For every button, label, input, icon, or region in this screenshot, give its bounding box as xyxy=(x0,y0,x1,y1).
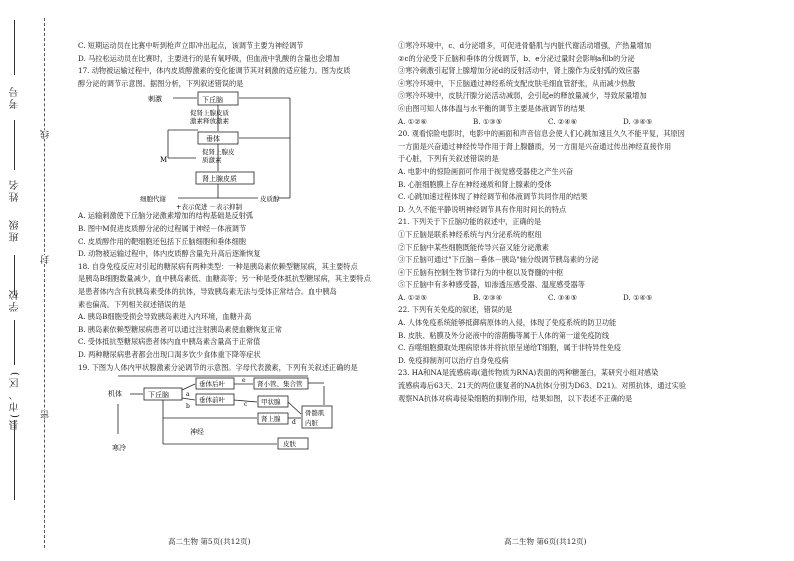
question-22-stem: 22. 下列有关免疫的叙述，错误的是 xyxy=(398,305,513,315)
statement-1: ①下丘脑是联系神经系统与内分泌系统的枢纽 xyxy=(398,229,542,239)
option-c: C. 受体抵抗型糖尿病患者体内血中胰岛素含量高于正常值 xyxy=(78,337,261,347)
nerve-label: 神经 xyxy=(190,428,204,437)
option-b: B. 皮肤、粘膜及外分泌液中的溶菌酶等属于人体的第一道免疫防线 xyxy=(398,330,610,340)
thyroid-box: 甲状腺 xyxy=(261,398,281,407)
binding-margin xyxy=(0,0,58,561)
option-d: D. 久久不能平静说明神经调节具有作用时间长的特点 xyxy=(398,204,567,214)
statement-5: ⑤下丘脑中有多种感受器，如渗透压感受器、温度感受器等 xyxy=(398,280,585,290)
option-c: C. 吞噬细胞摄取处理病原体并将抗原呈递给T细胞，属于非特异性免疫 xyxy=(398,343,622,353)
option-a: A. 胰岛B细胞受损会导致胰岛素进入内环境，血糖升高 xyxy=(78,312,252,322)
anterior-pituitary-box: 垂体前叶 xyxy=(199,396,225,405)
class-label: 班级 xyxy=(10,218,21,242)
option-d: D. ①④⑤ xyxy=(623,292,653,302)
school-label: 学校 xyxy=(10,288,21,312)
options-row xyxy=(398,116,718,129)
skeletal-muscle-label: 骨骼肌 xyxy=(305,409,325,418)
option-c: C. ②④⑥ xyxy=(548,116,578,126)
label-c: c xyxy=(244,401,248,409)
exam-no-label: 考号 xyxy=(10,85,21,109)
text-line: D. 马拉松运动员在比赛时，主要进行的是有氧呼吸，但血液中乳酸的含量也会增加 xyxy=(78,53,340,63)
statement-2: ②c的分泌受下丘脑和垂体的分级调节，b、e分泌过量时会影响a和b的分泌 xyxy=(398,53,635,63)
option-a: A. 人体免疫系统能够抵御病原体的入侵，体现了免疫系统的防卫功能 xyxy=(398,318,617,328)
option-b: B. ①③⑤ xyxy=(473,116,503,126)
bind-word-line: 线 xyxy=(41,130,51,139)
statement-1: ①寒冷环境中，c、d分泌增多，可促进骨骼肌与内脏代谢活动增强，产热量增加 xyxy=(398,41,652,50)
viscera-label: 内脏 xyxy=(305,419,318,428)
option-d: D. 动物被运输过程中，体内皮质醇含量先升高后逐渐恢复 xyxy=(78,249,261,259)
option-a: A. 电影中的惊险画面可作用于视觉感受器使之产生兴奋 xyxy=(398,166,574,176)
school-field[interactable] xyxy=(14,320,15,365)
label-e: e xyxy=(242,377,246,385)
hypothalamus-box: 下丘脑 xyxy=(148,391,169,400)
question-19-stem: 19. 下图为人体内甲状腺激素分泌调节的示意图。字母代表激素，下列有关叙述正确的是 xyxy=(78,362,358,372)
option-c: C. 心跳加速过程体现了神经调节和体液调节共同作用的结果 xyxy=(398,192,588,202)
text-line: 是胰岛B细胞数量减少，血中胰岛素低、血糖高等；另一种是受体抵抗型糖尿病，其主要特点 xyxy=(78,274,371,284)
option-b: B. 胰岛素依赖型糖尿病患者可以通过注射胰岛素使血糖恢复正常 xyxy=(78,324,282,334)
crh-label: 促肾上腺皮质 xyxy=(190,109,229,118)
option-a: A. ①②⑥ xyxy=(398,116,428,126)
bind-word-seal: 封 xyxy=(41,255,51,264)
cell-metabolism-label: 细胞代谢 xyxy=(140,195,166,204)
text-line: 一方面是兴奋通过神经传导作用于肾上腺髓质，另一方面是兴奋通过传出神经直接作用 xyxy=(398,141,672,151)
cortisol-label: 皮质醇 xyxy=(260,195,280,204)
name-label: 姓名 xyxy=(10,178,21,202)
page-footer-left: 高二生物 第5页(共12页) xyxy=(168,537,251,546)
body-label: 机体 xyxy=(108,390,122,399)
statement-4: ④下丘脑有控制生物节律行为的中枢以及脊髓的中枢 xyxy=(398,267,564,277)
pituitary-box: 垂体 xyxy=(206,135,220,144)
adrenal-box: 肾上腺 xyxy=(261,415,281,424)
statement-2: ②下丘脑中某些细胞既能传导兴奋又能分泌激素 xyxy=(398,242,549,252)
option-d: D. 两种糖尿病患者都会出现口渴多饮少食体重下降等症状 xyxy=(78,349,261,359)
option-d: D. ③④⑤ xyxy=(623,116,653,126)
text-line: 流感病毒后63天、21天的两位康复者的NA抗体(分别为D63、D21)。对照抗体，通过实验 xyxy=(398,381,687,391)
option-b: B. ②③④ xyxy=(473,292,503,302)
label-a: a xyxy=(186,391,190,399)
option-a: A. ①②⑤ xyxy=(398,292,428,302)
option-c: C. ③④⑤ xyxy=(548,292,578,302)
label-b: b xyxy=(186,403,190,411)
crh-label-2: 激素释放激素 xyxy=(190,117,229,126)
text-line: 醇分泌的调节示意图。据图分析，下列叙述错误的是 xyxy=(78,78,244,88)
question-23-stem: 23. HA和NA是流感病毒(遗传物质为RNA)表面的两种糖蛋白，某研究小组对感染 xyxy=(398,368,659,378)
exam-no-field[interactable] xyxy=(14,20,15,75)
text-line: 素也偏高。下列相关叙述错误的是 xyxy=(78,299,186,309)
acth-label-2: 质激素 xyxy=(202,156,222,165)
option-b: B. 心脏细胞膜上存在神经递质和肾上腺素的受体 xyxy=(398,179,552,189)
county-field[interactable] xyxy=(14,420,15,500)
cortisol-regulation-diagram xyxy=(78,90,378,210)
posterior-pituitary-box: 垂体后叶 xyxy=(199,380,225,389)
option-d: D. 免疫抑制剂可以治疗自身免疫病 xyxy=(398,355,509,365)
statement-4: ④寒冷环境中，下丘脑通过神经系统支配皮肤毛细血管舒张，从而减少热散 xyxy=(398,78,636,88)
kidney-tubule-box: 肾小管、集合管 xyxy=(257,380,303,389)
statement-3: ③下丘脑可通过"下丘脑－垂体－胰岛"轴分级调节胰岛素的分泌 xyxy=(398,255,599,265)
option-b: B. 图中M促进皮质醇分泌的过程属于神经－体液调节 xyxy=(78,223,247,233)
county-label: 县(市、区) xyxy=(10,370,21,430)
hypothalamus-box: 下丘脑 xyxy=(202,96,223,105)
question-20-stem: 20. 观看惊险电影时，电影中的画面和声音信息会使人们心跳加速且久久不能平复，其原因 xyxy=(398,129,685,139)
left-column xyxy=(78,40,378,456)
statement-5: ⑤寒冷环境中，皮肤汗腺分泌活动减弱，会引起e的释放量减少，导致尿量增加 xyxy=(398,91,647,101)
options-row xyxy=(398,292,718,305)
cold-label: 寒冷 xyxy=(112,444,126,453)
text-line: 是患者体内含有抗胰岛素受体的抗体，导致胰岛素无法与受体正常结合。血中胰岛 xyxy=(78,286,337,296)
stimulus-label: 刺激 xyxy=(148,95,162,104)
statement-6: ⑥由图可知人体体温与水平衡的调节主要是体液调节的结果 xyxy=(398,103,585,113)
question-18-stem: 18. 自身免疫反应对引起的糖尿病有两种类型：一种是胰岛素依赖型糖尿病，其主要特点 xyxy=(78,261,358,271)
text-line: 于心脏，下列有关叙述错误的是 xyxy=(398,154,499,164)
statement-3: ③寒冷刺激引起肾上腺增加分泌d的反射活动中，肾上腺作为反射弧的效应器 xyxy=(398,66,640,76)
option-c: C. 皮质醇作用的靶细胞还包括下丘脑细胞和垂体细胞 xyxy=(78,236,246,246)
question-21-stem: 21. 下列关于下丘脑功能的叙述中，正确的是 xyxy=(398,217,542,227)
m-label: M xyxy=(160,156,168,165)
right-column xyxy=(398,40,718,405)
bind-word-dense: 密 xyxy=(41,410,51,419)
thyroid-regulation-diagram xyxy=(78,374,378,456)
adrenal-cortex-box: 肾上腺皮质 xyxy=(202,175,237,184)
text-line: 观察NA抗体对病毒侵染细胞的抑制作用，结果如图，以下表述不正确的是 xyxy=(398,393,633,403)
label-d: d xyxy=(292,419,296,427)
option-a: A. 运输刺激使下丘脑分泌激素增加的结构基础是反射弧 xyxy=(78,211,254,221)
skin-box: 皮肤 xyxy=(283,440,296,449)
cut-line xyxy=(44,18,45,548)
question-17-stem: 17. 动物被运输过程中，体内皮质醇激素的变化能调节其对刺激的适应能力。图为皮质 xyxy=(78,66,351,76)
text-line: C. 短期运动员在比赛中听到枪声立即冲出起点，该调节主要为神经调节 xyxy=(78,41,304,50)
acth-label: 促肾上腺皮 xyxy=(202,148,235,157)
name-field[interactable] xyxy=(14,120,15,170)
legend-text: +表示促进 －表示抑制 xyxy=(176,203,243,211)
page-footer-right: 高二生物 第6页(共12页) xyxy=(504,537,587,546)
